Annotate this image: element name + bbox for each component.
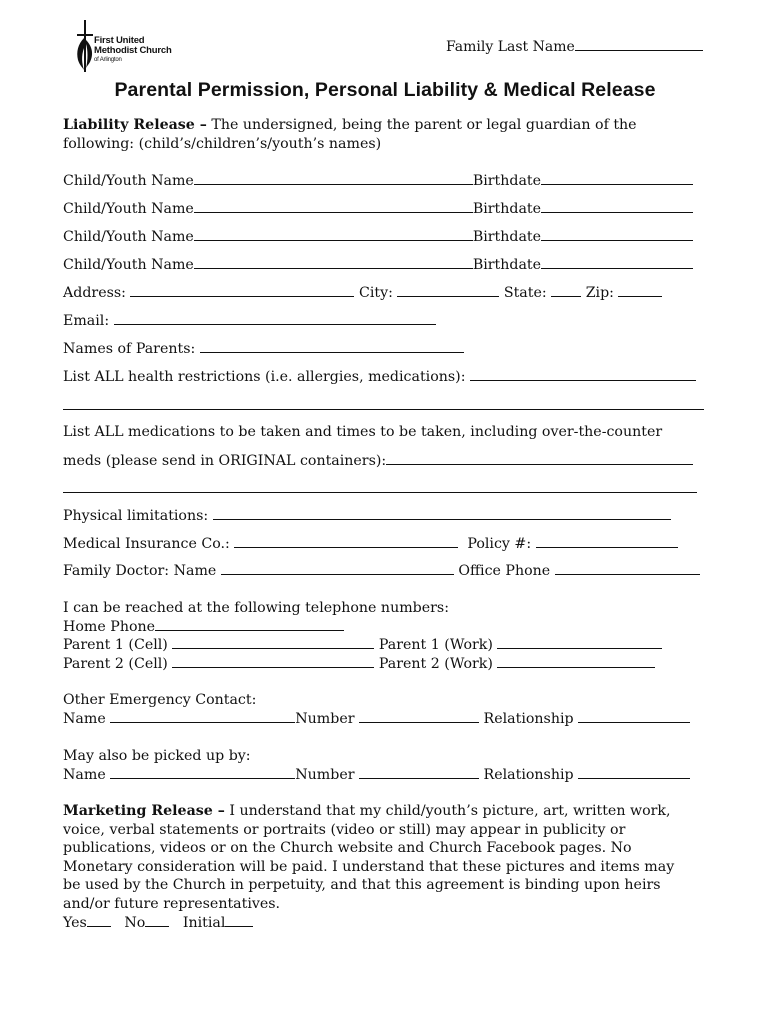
emergency-number-blank[interactable]: [359, 709, 479, 723]
logo-text: [94, 36, 172, 64]
child-row: [63, 255, 693, 274]
email-label: Email:: [63, 313, 110, 329]
marketing-release: [63, 802, 703, 933]
parent-2-cell-label: Parent 2 (Cell): [63, 656, 168, 672]
pickup-number-blank[interactable]: [359, 765, 479, 779]
physical-row: [63, 506, 671, 525]
liability-release-text-2: following: (child’s/children’s/youth’s names): [63, 135, 382, 152]
child-name-label: Child/Youth Name: [63, 173, 194, 189]
health-row: [63, 367, 696, 386]
child-name-blank[interactable]: [194, 199, 473, 213]
policy-label: Policy #:: [467, 536, 532, 552]
doctor-blank[interactable]: [221, 561, 454, 575]
email-blank[interactable]: [114, 311, 436, 325]
logo-line-3: of Arlington: [94, 57, 122, 63]
physical-blank[interactable]: [213, 506, 671, 520]
child-name-blank[interactable]: [194, 171, 473, 185]
marketing-line: be used by the Church in perpetuity, and that this agreement is binding upon heirs: [63, 877, 661, 893]
parent-2-work-label: Parent 2 (Work): [378, 656, 493, 672]
zip-blank[interactable]: [618, 283, 662, 297]
parents-label: Names of Parents:: [63, 341, 196, 357]
pickup-relationship-blank[interactable]: [578, 765, 690, 779]
yes-label: Yes: [63, 915, 87, 931]
marketing-release-heading: Marketing Release –: [63, 803, 225, 819]
parents-row: [63, 339, 464, 358]
state-label: State:: [503, 285, 547, 301]
no-blank[interactable]: [145, 913, 169, 927]
meds-blank[interactable]: [386, 451, 693, 465]
meds-row-2: [63, 451, 693, 470]
child-row: [63, 199, 693, 218]
meds-blank-line-2[interactable]: [63, 492, 697, 493]
marketing-line: Monetary consideration will be paid. I understand that these pictures and items may: [63, 858, 675, 875]
insurance-blank[interactable]: [234, 534, 458, 548]
marketing-line: publications, videos or on the Church website and Church Facebook pages. No: [63, 840, 632, 856]
child-row: [63, 171, 693, 190]
parent-1-work-label: Parent 1 (Work): [378, 637, 493, 653]
initial-label: Initial: [182, 915, 226, 931]
pickup-number-label: Number: [295, 767, 355, 783]
meds-row-1: List ALL medications to be taken and times to be taken, including over-the-counter: [63, 424, 663, 440]
liability-release-heading: Liability Release –: [63, 117, 207, 133]
page-title: Parental Permission, Personal Liability & Medical Release: [114, 79, 656, 101]
emergency-relationship-blank[interactable]: [578, 709, 690, 723]
health-blank[interactable]: [470, 367, 696, 381]
birthdate-label: Birthdate: [472, 173, 542, 189]
health-label: List ALL health restrictions (i.e. allergies, medications):: [63, 369, 466, 385]
parent-2-cell-blank[interactable]: [172, 654, 374, 668]
city-blank[interactable]: [397, 283, 499, 297]
city-label: City:: [358, 285, 393, 301]
doctor-label: Family Doctor: Name: [63, 563, 217, 579]
parent-1-row: [63, 635, 662, 654]
state-blank[interactable]: [551, 283, 581, 297]
family-last-name-blank[interactable]: [575, 37, 703, 51]
birthdate-blank[interactable]: [541, 227, 693, 241]
emergency-number-label: Number: [295, 711, 355, 727]
parent-2-row: [63, 654, 655, 673]
no-label: No: [124, 915, 146, 931]
emergency-row: [63, 709, 690, 728]
birthdate-label: Birthdate: [472, 201, 542, 217]
insurance-label: Medical Insurance Co.:: [63, 536, 230, 552]
phones-intro: I can be reached at the following telephone numbers:: [63, 600, 449, 616]
physical-label: Physical limitations:: [63, 508, 209, 524]
zip-label: Zip:: [585, 285, 614, 301]
initial-blank[interactable]: [225, 913, 253, 927]
pickup-title: May also be picked up by:: [63, 748, 251, 764]
birthdate-label: Birthdate: [472, 257, 542, 273]
birthdate-blank[interactable]: [541, 171, 693, 185]
birthdate-blank[interactable]: [541, 255, 693, 269]
office-phone-label: Office Phone: [458, 563, 551, 579]
office-phone-blank[interactable]: [555, 561, 700, 575]
parent-1-cell-label: Parent 1 (Cell): [63, 637, 168, 653]
health-blank-line-2[interactable]: [63, 409, 704, 410]
pickup-name-label: Name: [63, 767, 106, 783]
address-row: [63, 283, 662, 302]
parent-1-cell-blank[interactable]: [172, 635, 374, 649]
child-name-label: Child/Youth Name: [63, 229, 194, 245]
email-row: [63, 311, 436, 330]
parents-blank[interactable]: [200, 339, 464, 353]
address-blank[interactable]: [130, 283, 354, 297]
home-phone-label: Home Phone: [63, 619, 156, 635]
emergency-name-label: Name: [63, 711, 106, 727]
pickup-name-blank[interactable]: [110, 765, 295, 779]
insurance-row: [63, 534, 678, 553]
liability-release: [63, 116, 703, 153]
home-phone-blank[interactable]: [155, 617, 344, 631]
policy-blank[interactable]: [536, 534, 678, 548]
marketing-line: I understand that my child/youth’s picture, art, written work,: [224, 803, 671, 819]
parent-2-work-blank[interactable]: [497, 654, 655, 668]
emergency-name-blank[interactable]: [110, 709, 295, 723]
home-phone-row: [63, 617, 344, 636]
emergency-title: Other Emergency Contact:: [63, 692, 257, 708]
family-last-name-field[interactable]: [446, 37, 703, 55]
logo-line-2: Methodist Church: [94, 45, 172, 56]
child-row: [63, 227, 693, 246]
emergency-relationship-label: Relationship: [483, 711, 574, 727]
doctor-row: [63, 561, 700, 580]
child-name-blank[interactable]: [194, 255, 473, 269]
church-logo: [74, 20, 184, 72]
child-name-label: Child/Youth Name: [63, 201, 194, 217]
pickup-relationship-label: Relationship: [483, 767, 574, 783]
pickup-row: [63, 765, 690, 784]
parent-1-work-blank[interactable]: [497, 635, 662, 649]
meds-label: meds (please send in ORIGINAL containers):: [63, 453, 387, 469]
address-label: Address:: [63, 285, 126, 301]
child-name-label: Child/Youth Name: [63, 257, 194, 273]
marketing-line: voice, verbal statements or portraits (video or still) may appear in publicity or: [63, 821, 626, 838]
child-name-blank[interactable]: [194, 227, 473, 241]
liability-release-text-1: The undersigned, being the parent or legal guardian of the: [206, 117, 637, 133]
marketing-line: and/or future representatives.: [63, 895, 281, 912]
yes-blank[interactable]: [87, 913, 111, 927]
logo-line-1: First United: [94, 35, 145, 46]
cross-flame-icon: [74, 20, 96, 72]
birthdate-blank[interactable]: [541, 199, 693, 213]
birthdate-label: Birthdate: [472, 229, 542, 245]
family-last-name-label: Family Last Name: [446, 39, 575, 55]
